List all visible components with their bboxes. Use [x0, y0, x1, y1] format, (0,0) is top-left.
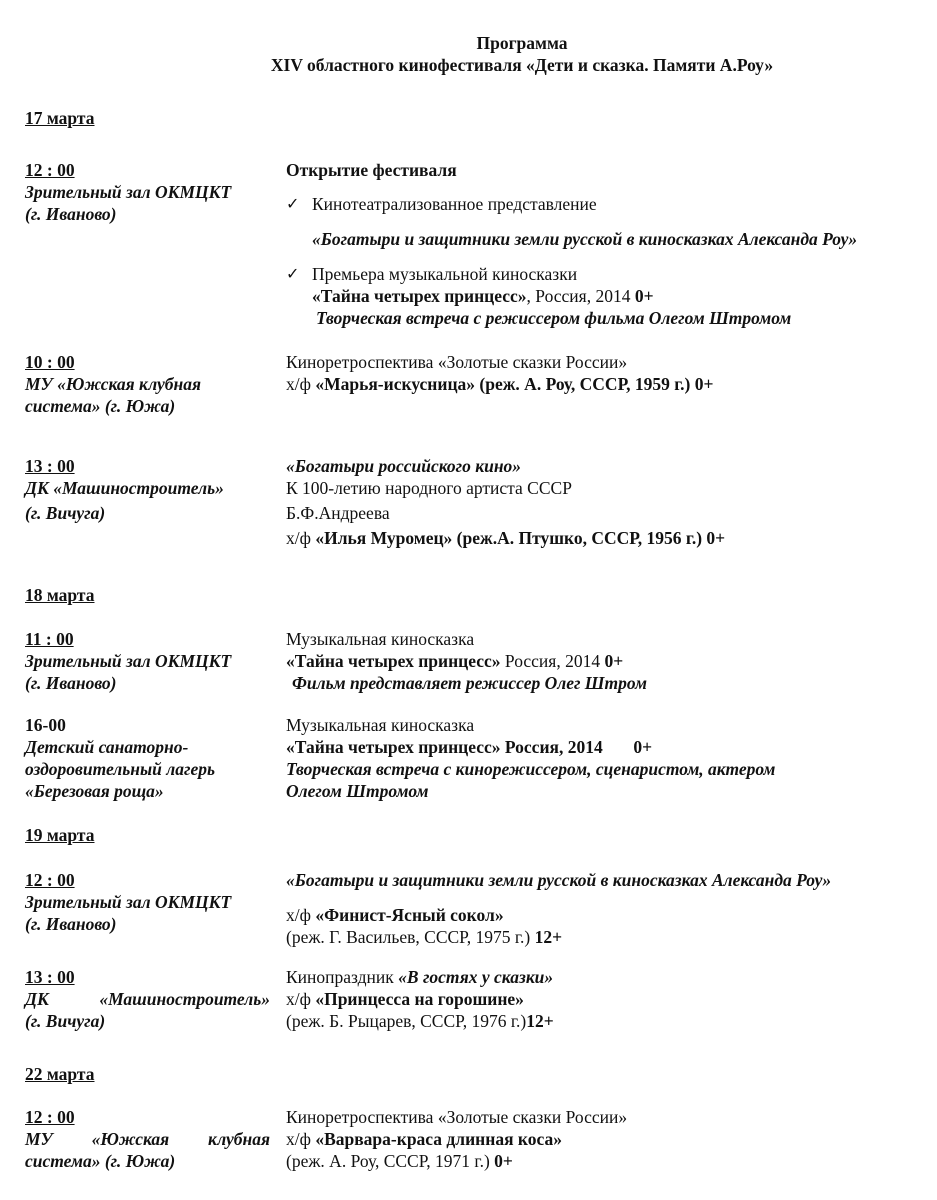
film-line — [286, 285, 926, 307]
film-presenter: Фильм представляет режиссер Олег Штром — [292, 673, 647, 693]
event-3-left — [25, 455, 270, 524]
anniversary-line: К 100-летию народного артиста СССР — [286, 478, 572, 498]
event-venue-city: система» (г. Южа) — [25, 396, 176, 416]
event-venue: Зрительный зал ОКМЦКТ — [25, 892, 232, 912]
retrospective-title: Киноретроспектива «Золотые сказки России» — [286, 1107, 628, 1127]
event-venue: Детский санаторно- — [25, 737, 189, 757]
event-time: 10 : 00 — [25, 352, 75, 372]
event-1-details — [286, 159, 926, 329]
film-prefix: х/ф — [286, 989, 316, 1009]
film-details-line — [286, 1010, 926, 1032]
event-8-details — [286, 1106, 926, 1172]
event-1-left — [25, 159, 270, 225]
event-venue-city: (г. Иваново) — [25, 673, 117, 693]
page-title: Программа — [476, 33, 568, 53]
event-4-left — [25, 628, 270, 694]
film-info: Россия, 2014 — [500, 651, 605, 671]
event-venue-line-3: «Березовая роща» — [25, 781, 164, 801]
film-details: (реж. А. Роу, СССР, 1971 г.) — [286, 1151, 495, 1171]
film-line — [286, 527, 926, 549]
program-item-1 — [286, 193, 926, 215]
event-venue-line-2: оздоровительный лагерь — [25, 759, 215, 779]
event-venue-city: система» (г. Южа) — [25, 1151, 176, 1171]
event-2-left — [25, 351, 270, 417]
event-7-left — [25, 966, 270, 1032]
film-prefix: х/ф — [286, 374, 316, 394]
program-item-text: Кинотеатрализованное представление — [312, 194, 597, 214]
film-details-line — [286, 926, 926, 948]
film-details-line — [286, 1150, 926, 1172]
program-header — [0, 32, 937, 76]
event-time: 12 : 00 — [25, 1107, 75, 1127]
checkmark-icon: ✓ — [286, 194, 300, 213]
film-line — [286, 650, 926, 672]
creative-meeting: Творческая встреча с режиссером фильма Олегом Штромом — [316, 308, 792, 328]
film-info: , Россия, 2014 — [526, 286, 635, 306]
page-subtitle: XIV областного кинофестиваля «Дети и сказка. Памяти А.Роу» — [270, 55, 774, 75]
film-title: «Варвара-краса длинная коса» — [315, 1129, 563, 1149]
creative-meeting-name: Олегом Штромом — [286, 781, 429, 801]
event-venue-city: (г. Иваново) — [25, 204, 117, 224]
event-venue-city: (г. Иваново) — [25, 914, 117, 934]
date-18-march: 18 марта — [25, 585, 95, 605]
event-venue: Зрительный зал ОКМЦКТ — [25, 651, 232, 671]
film-line — [286, 988, 926, 1010]
anniversary-name: Б.Ф.Андреева — [286, 503, 390, 523]
event-heading: Открытие фестиваля — [286, 160, 457, 180]
event-venue-city: (г. Вичуга) — [25, 1011, 106, 1031]
program-item-title: «Богатыри и защитники земли русской в киносказках Александа Роу» — [312, 229, 858, 249]
event-type: Музыкальная киносказка — [286, 629, 475, 649]
film-details: (реж. Г. Васильев, СССР, 1975 г.) — [286, 927, 535, 947]
event-time: 13 : 00 — [25, 967, 75, 987]
film-line — [286, 373, 926, 395]
program-title: «Богатыри российского кино» — [286, 456, 522, 476]
film-prefix: х/ф — [286, 1129, 316, 1149]
checkmark-icon: ✓ — [286, 264, 300, 283]
event-2-details — [286, 351, 926, 395]
creative-meeting: Творческая встреча с кинорежиссером, сценаристом, актером — [286, 759, 776, 779]
age-rating: 0+ — [494, 1151, 513, 1171]
film-title: «Тайна четырех принцесс» — [286, 651, 501, 671]
age-rating: 12+ — [534, 927, 563, 947]
program-item-2 — [286, 263, 926, 285]
event-3-details — [286, 455, 926, 549]
film-title: «Тайна четырех принцесс» — [312, 286, 527, 306]
event-6-left — [25, 869, 270, 935]
retrospective-title: Киноретроспектива «Золотые сказки России» — [286, 352, 628, 372]
program-title: «Богатыри и защитники земли русской в киносказках Александа Роу» — [286, 870, 832, 890]
event-time: 12 : 00 — [25, 870, 75, 890]
event-venue: ДК «Машиностроитель» — [25, 478, 224, 498]
film-line — [286, 904, 926, 926]
date-17-march: 17 марта — [25, 108, 95, 128]
event-venue-city: (г. Вичуга) — [25, 503, 106, 523]
event-time: 12 : 00 — [25, 160, 75, 180]
event-4-details — [286, 628, 926, 694]
film-prefix: х/ф — [286, 905, 316, 925]
date-19-march: 19 марта — [25, 825, 95, 845]
date-22-march: 22 марта — [25, 1064, 95, 1084]
event-time: 13 : 00 — [25, 456, 75, 476]
event-type-line — [286, 966, 926, 988]
event-6-details — [286, 869, 926, 948]
age-rating: 0+ — [634, 286, 654, 306]
event-venue: Зрительный зал ОКМЦКТ — [25, 182, 232, 202]
film-title: «Илья Муромец» (реж.А. Птушко, СССР, 1956 г.) 0+ — [315, 528, 726, 548]
film-title: «Финист-Ясный сокол» — [315, 905, 504, 925]
event-time: 11 : 00 — [25, 629, 74, 649]
event-venue: МУ «Южская клубная — [25, 374, 201, 394]
film-line — [286, 1128, 926, 1150]
event-venue: ДК «Машиностроитель» — [25, 989, 270, 1009]
event-7-details — [286, 966, 926, 1032]
event-5-details — [286, 714, 926, 802]
age-rating: 0+ — [604, 651, 624, 671]
film-title: «Принцесса на горошине» — [315, 989, 524, 1009]
film-title: «Тайна четырех принцесс» Россия, 2014 0+ — [286, 737, 653, 757]
event-venue: МУ «Южская клубная — [25, 1129, 270, 1149]
event-time: 16-00 — [25, 715, 66, 735]
program-item-text: Премьера музыкальной киносказки — [312, 264, 578, 284]
event-5-left — [25, 714, 270, 802]
film-prefix: х/ф — [286, 528, 316, 548]
event-type: Музыкальная киносказка — [286, 715, 475, 735]
event-type: Кинопраздник — [286, 967, 399, 987]
age-rating: 12+ — [526, 1011, 554, 1031]
film-title: «Марья-искусница» (реж. А. Роу, СССР, 1959 г.) 0+ — [315, 374, 714, 394]
event-8-left — [25, 1106, 270, 1172]
event-title: «В гостях у сказки» — [398, 967, 554, 987]
film-details: (реж. Б. Рыцарев, СССР, 1976 г.) — [286, 1011, 527, 1031]
